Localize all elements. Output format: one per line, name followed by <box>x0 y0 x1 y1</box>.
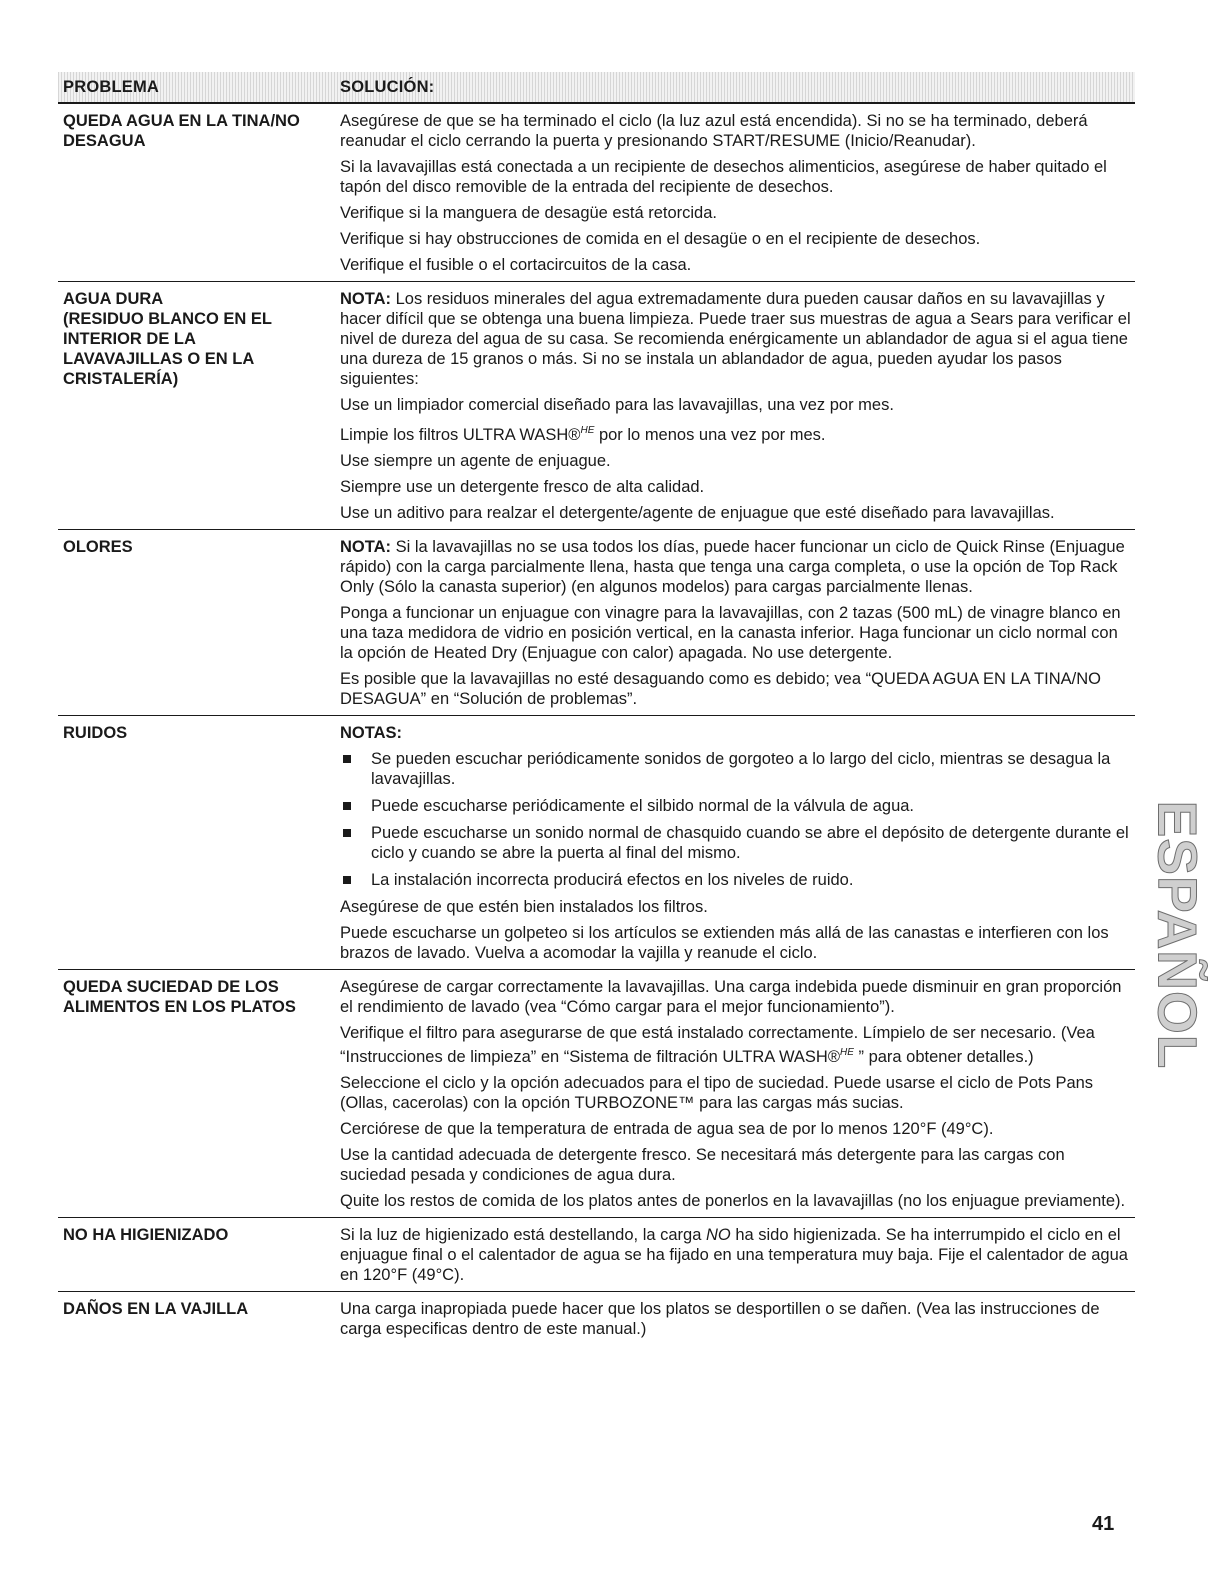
bullet-square-icon <box>343 755 351 763</box>
solution-cell <box>340 723 1135 963</box>
solution-paragraph: Use un aditivo para realzar el detergente/agente de enjuague que esté diseñado para lavavajillas. <box>340 504 1055 522</box>
table-row <box>58 970 1135 1218</box>
problem-label: DAÑOS EN LA VAJILLA <box>63 1300 249 1318</box>
solution-paragraph: Cerciórese de que la temperatura de entrada de agua sea de por lo menos 120°F (49°C). <box>340 1120 994 1138</box>
solution-paragraph <box>340 421 1135 445</box>
solution-paragraph: Verifique si la manguera de desagüe está retorcida. <box>340 204 717 222</box>
text-segment: Si la luz de higienizado está destellando, la carga <box>340 1226 706 1244</box>
bullet-text: La instalación incorrecta producirá efectos en los niveles de ruido. <box>371 871 854 889</box>
solution-cell <box>340 1225 1135 1285</box>
table-row <box>58 282 1135 530</box>
bullet-text: Puede escucharse un sonido normal de chasquido cuando se abre el depósito de detergente durante el ciclo y cuando se abre la puerta al final del mismo. <box>371 824 1129 862</box>
problem-label: QUEDA AGUA EN LA TINA/NO DESAGUA <box>63 112 300 150</box>
notes-list <box>340 749 1135 890</box>
solution-paragraph: Asegúrese de que estén bien instalados los filtros. <box>340 898 708 916</box>
troubleshooting-table <box>58 72 1135 1345</box>
solution-paragraph <box>340 1225 1135 1285</box>
solution-paragraph: Use siempre un agente de enjuague. <box>340 452 611 470</box>
note-label: NOTA: <box>340 290 392 308</box>
he-superscript: HE <box>580 425 595 436</box>
solution-paragraph: Asegúrese de que se ha terminado el ciclo (la luz azul está encendida). Si no se ha terminado, deberá reanudar el ciclo cerrando la puerta y presionando START/RESUME (Inicio/Reanudar). <box>340 112 1088 150</box>
list-item <box>340 823 1135 863</box>
text-segment: por lo menos una vez por mes. <box>594 426 826 444</box>
bullet-text: Se pueden escuchar periódicamente sonidos de gorgoteo a lo largo del ciclo, mientras se desagua la lavavajillas. <box>371 750 1111 788</box>
solution-cell <box>340 1299 1135 1339</box>
header-solution: SOLUCIÓN: <box>340 77 435 96</box>
solution-paragraph: Verifique el fusible o el cortacircuitos de la casa. <box>340 256 692 274</box>
solution-paragraph: Use la cantidad adecuada de detergente fresco. Se necesitará más detergente para las cargas con suciedad pesada y condiciones de agua dura. <box>340 1146 1065 1184</box>
list-item <box>340 870 1135 890</box>
solution-cell <box>340 537 1135 709</box>
problem-label: OLORES <box>63 538 133 556</box>
solution-paragraph: Es posible que la lavavajillas no esté desaguando como es debido; vea “QUEDA AGUA EN LA TINA/NO DESAGUA” en “Solución de problemas”. <box>340 670 1101 708</box>
solution-paragraph <box>340 1023 1135 1067</box>
table-row <box>58 716 1135 970</box>
solution-paragraph: Quite los restos de comida de los platos antes de ponerlos en la lavavajillas (no los enjuague previamente). <box>340 1192 1126 1210</box>
solution-cell <box>340 977 1135 1211</box>
solution-paragraph: Una carga inapropiada puede hacer que los platos se desportillen o se dañen. (Vea las instrucciones de carga especificas dentro de este manual.) <box>340 1300 1100 1338</box>
problem-label: AGUA DURA (RESIDUO BLANCO EN EL INTERIOR DE LA LAVAVAJILLAS O EN LA CRISTALERÍA) <box>63 290 273 388</box>
solution-paragraph: Verifique si hay obstrucciones de comida en el desagüe o en el recipiente de desechos. <box>340 230 981 248</box>
header-problem: PROBLEMA <box>63 77 160 96</box>
notes-label: NOTAS: <box>340 724 403 742</box>
solution-paragraph: Puede escucharse un golpeteo si los artículos se extienden más allá de las canastas e interfieren con los brazos de lavado. Vuelva a acomodar la vajilla y reanude el ciclo. <box>340 924 1109 962</box>
page-number: 41 <box>1092 1513 1115 1535</box>
solution-paragraph: Ponga a funcionar un enjuague con vinagre para la lavavajillas, con 2 tazas (500 mL) de vinagre blanco en una taza medidora de vidrio en posición vertical, en la canasta inferior. Haga funcionar un ciclo normal con la opción de Heated Dry (Enjuague con calor) apagada. No use detergente. <box>340 604 1121 662</box>
problem-label: RUIDOS <box>63 724 128 742</box>
solution-paragraph: Seleccione el ciclo y la opción adecuados para el tipo de suciedad. Puede usarse el ciclo de Pots Pans (Ollas, cacerolas) con la opción TURBOZONE™ para las cargas más sucias. <box>340 1074 1094 1112</box>
note-label: NOTA: <box>340 538 392 556</box>
solution-paragraph: Use un limpiador comercial diseñado para las lavavajillas, una vez por mes. <box>340 396 894 414</box>
text-segment: ha sido higienizada. Se ha interrumpido el ciclo en el enjuague final o el calentador de agua se ha fijado en una temperatura muy baja. Fije el calentador de agua en 120°F (49°C). <box>340 1226 1128 1284</box>
bullet-square-icon <box>343 802 351 810</box>
solution-cell <box>340 289 1135 523</box>
solution-cell <box>340 111 1135 275</box>
note-text: Los residuos minerales del agua extremadamente dura pueden causar daños en su lavavajillas y hacer difícil que se obtenga una buena limpieza. Puede traer sus muestras de agua a Sears para verificar el nivel de dureza del agua de su casa. Se recomienda enérgicamente un ablandador de agua si el agua tiene una dureza de 15 granos o más. Si no se instala un ablandador de agua, pueden ayudar los pasos siguientes: <box>340 290 1131 388</box>
emphasis-text: NO <box>706 1226 731 1244</box>
list-item <box>340 749 1135 789</box>
note-text: Si la lavavajillas no se usa todos los días, puede hacer funcionar un ciclo de Quick Rinse (Enjuague rápido) con la carga parcialmente llena, hasta que tenga una carga completa, o use la opción de Top Rack Only (Sólo la canasta superior) (en algunos modelos) para cargas parcialmente llenas. <box>340 538 1125 596</box>
he-superscript: HE <box>840 1047 854 1058</box>
solution-paragraph: Siempre use un detergente fresco de alta calidad. <box>340 478 705 496</box>
note-paragraph <box>340 537 1135 597</box>
solution-paragraph: Si la lavavajillas está conectada a un recipiente de desechos alimenticios, asegúrese de haber quitado el tapón del disco removible de la entrada del recipiente de desechos. <box>340 158 1107 196</box>
table-header <box>58 72 1135 104</box>
table-row <box>58 1292 1135 1345</box>
table-row <box>58 104 1135 282</box>
text-segment: ” para obtener detalles.) <box>853 1048 1034 1066</box>
language-side-tab <box>1146 800 1209 1070</box>
table-row <box>58 1218 1135 1292</box>
bullet-text: Puede escucharse periódicamente el silbido normal de la válvula de agua. <box>371 797 915 815</box>
list-item <box>340 796 1135 816</box>
problem-label: QUEDA SUCIEDAD DE LOS ALIMENTOS EN LOS PLATOS <box>63 978 296 1016</box>
text-segment: Limpie los filtros ULTRA WASH® <box>340 426 581 444</box>
problem-label: NO HA HIGIENIZADO <box>63 1226 229 1244</box>
side-tab-label: ESPAÑOL <box>1146 800 1209 1070</box>
note-paragraph <box>340 289 1135 389</box>
text-segment: Verifique el filtro para asegurarse de que está instalado correctamente. Límpielo de ser necesario. (Vea “Instrucciones de limpieza” en “Sistema de filtración ULTRA WASH® <box>340 1024 1095 1066</box>
solution-paragraph: Asegúrese de cargar correctamente la lavavajillas. Una carga indebida puede disminuir en gran proporción el rendimiento de lavado (vea “Cómo cargar para el mejor funcionamiento”). <box>340 978 1122 1016</box>
bullet-square-icon <box>343 829 351 837</box>
bullet-square-icon <box>343 876 351 884</box>
table-row <box>58 530 1135 716</box>
